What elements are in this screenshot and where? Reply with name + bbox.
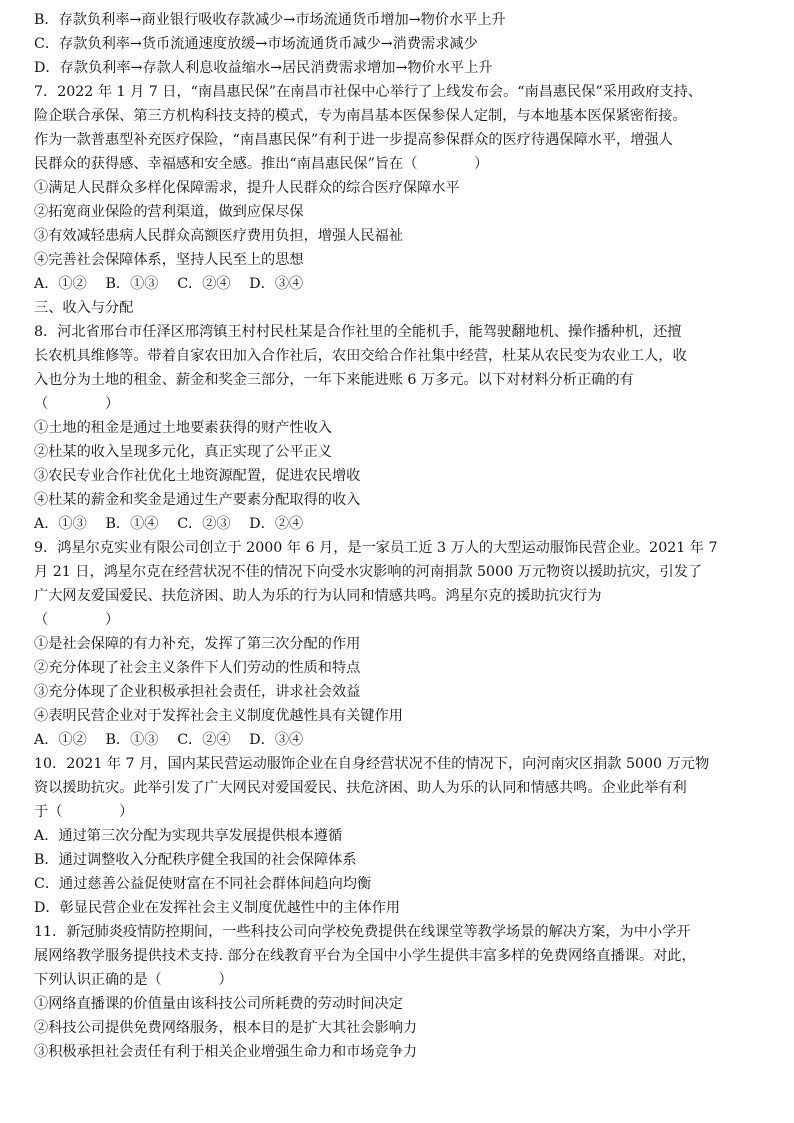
question-9-stem: 月 21 日，鸿星尔克在经营状况不佳的情况下向受水灾影响的河南捐款 5000 万元物资以援助抗灾，引发了: [34, 564, 703, 580]
question-9-stem: 广大网友爱国爱民、扶危济困、助人为乐的行为认同和情感共鸣。鸿星尔克的援助抗灾行为: [34, 588, 602, 604]
statement-item: ③农民专业合作社优化土地资源配置，促进农民增收: [34, 468, 361, 484]
question-7-stem: 险企联合承保、第三方机构科技支持的模式，专为南昌基本医保参保人定制，与本地基本医保紧密衔接。: [34, 108, 687, 124]
statement-item: ②杜某的收入呈现多元化，真正实现了公平正义: [34, 444, 332, 460]
statement-item: ①是社会保障的有力补充，发挥了第三次分配的作用: [34, 636, 361, 652]
section-heading: 三、收入与分配: [34, 300, 134, 316]
statement-item: ①土地的租金是通过土地要素获得的财产性收入: [34, 420, 332, 436]
statement-item: ③充分体现了企业积极承担社会责任，讲求社会效益: [34, 684, 361, 700]
option-b: B．通过调整收入分配秩序健全我国的社会保障体系: [34, 852, 357, 868]
statement-item: ④完善社会保障体系，坚持人民至上的思想: [34, 252, 304, 268]
question-10-stem: 于（ ）: [34, 804, 134, 820]
question-7-stem: 7．2022 年 1 月 7 日，“南昌惠民保”在南昌市社保中心举行了上线发布会。“南昌惠民保”采用政府支持、: [34, 84, 703, 100]
statement-item: ③有效减轻患病人民群众高额医疗费用负担，增强人民福祉: [34, 228, 403, 244]
option-d: D．彰显民营企业在发挥社会主义制度优越性中的主体作用: [34, 900, 401, 916]
question-11-stem: 展网络教学服务提供技术支持. 部分在线教育平台为全国中小学生提供丰富多样的免费网络直播课。对此，: [34, 948, 696, 964]
question-8-stem: 入也分为土地的租金、薪金和奖金三部分，一年下来能进账 6 万多元。以下对材料分析正确的有: [34, 372, 634, 388]
question-8-stem: 8．河北省邢台市任泽区邢湾镇王村村民杜某是合作社里的全能机手，能驾驶翻地机、操作播种机，还擅: [34, 324, 682, 340]
answer-blank: （ ）: [34, 612, 120, 628]
question-7-stem: 作为一款普惠型补充医疗保险，“南昌惠民保”有利于进一步提高参保群众的医疗待遇保障水平，增强人: [34, 132, 673, 148]
question-9-stem: 9．鸿星尔克实业有限公司创立于 2000 年 6 月，是一家员工近 3 万人的大型运动服饰民营企业。2021 年 7: [34, 540, 718, 556]
answer-options: A．①② B．①③ C．②④ D．③④: [34, 732, 304, 748]
statement-item: ①满足人民群众多样化保障需求，提升人民群众的综合医疗保障水平: [34, 180, 460, 196]
statement-item: ②拓宽商业保险的营利渠道，做到应保尽保: [34, 204, 304, 220]
statement-item: ②充分体现了社会主义条件下人们劳动的性质和特点: [34, 660, 361, 676]
statement-item: ③积极承担社会责任有利于相关企业增强生命力和市场竞争力: [34, 1044, 418, 1060]
answer-blank: （ ）: [34, 396, 120, 412]
question-7-stem: 民群众的获得感、幸福感和安全感。推出“南昌惠民保”旨在（ ）: [34, 156, 489, 172]
statement-item: ④杜某的薪金和奖金是通过生产要素分配取得的收入: [34, 492, 361, 508]
option-d-q6: D．存款负利率→存款人利息收益缩水→居民消费需求增加→物价水平上升: [34, 60, 493, 76]
question-10-stem: 10．2021 年 7 月，国内某民营运动服饰企业在自身经营状况不佳的情况下，向河南灾区捐款 5000 万元物: [34, 756, 710, 772]
question-8-stem: 长农机具维修等。带着自家农田加入合作社后，农田交给合作社集中经营，杜某从农民变为农业工人，收: [34, 348, 687, 364]
statement-item: ②科技公司提供免费网络服务，根本目的是扩大其社会影响力: [34, 1020, 418, 1036]
answer-options: A．①③ B．①④ C．②③ D．②④: [34, 516, 304, 532]
option-a: A．通过第三次分配为实现共享发展提供根本遵循: [34, 828, 343, 844]
option-c: C．通过慈善公益促使财富在不同社会群体间趋向均衡: [34, 876, 372, 892]
question-11-stem: 下列认识正确的是（ ）: [34, 972, 233, 988]
statement-item: ④表明民营企业对于发挥社会主义制度优越性具有关键作用: [34, 708, 403, 724]
question-11-stem: 11．新冠肺炎疫情防控期间，一些科技公司向学校免费提供在线课堂等教学场景的解决方案，为中小学开: [34, 924, 691, 940]
answer-options: A．①② B．①③ C．②④ D．③④: [34, 276, 304, 292]
option-b-q6: B．存款负利率→商业银行吸收存款减少→市场流通货币增加→物价水平上升: [34, 12, 506, 28]
option-c-q6: C．存款负利率→货币流通速度放缓→市场流通货币减少→消费需求减少: [34, 36, 478, 52]
statement-item: ①网络直播课的价值量由该科技公司所耗费的劳动时间决定: [34, 996, 403, 1012]
question-10-stem: 资以援助抗灾。此举引发了广大网民对爱国爱民、扶危济困、助人为乐的认同和情感共鸣。企业此举有利: [34, 780, 687, 796]
